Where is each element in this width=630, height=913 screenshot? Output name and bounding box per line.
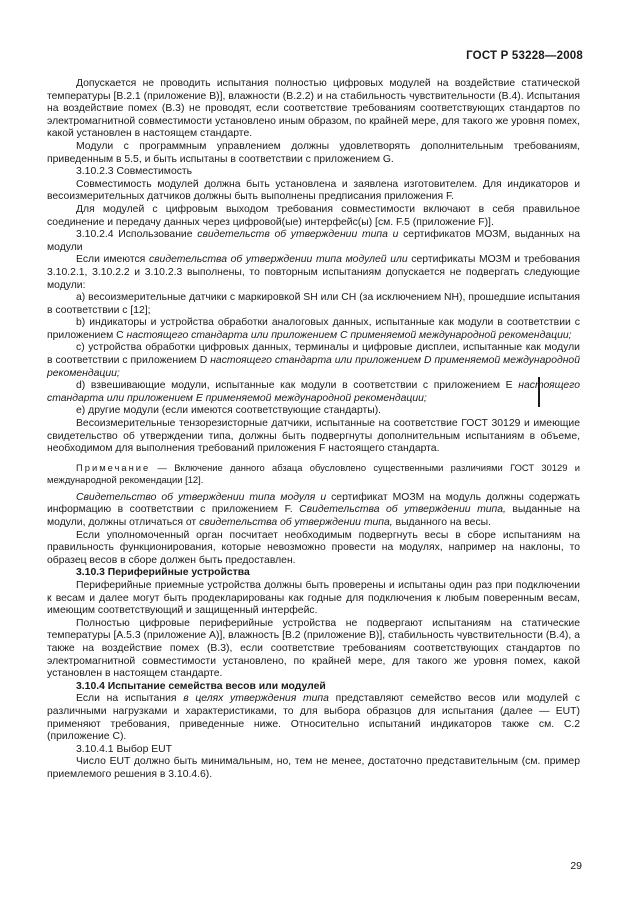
page-number: 29 — [570, 860, 582, 872]
text-run: d) взвешивающие модули, испытанные как модули в соответствии с приложением Е — [76, 380, 519, 392]
italic-run: Свидетельства об утверждении типа, — [299, 504, 506, 516]
italic-run: настоящего стандарта или приложением D применяемой международной рекомендации; — [47, 355, 580, 379]
subsection-heading — [47, 229, 580, 254]
note-text: — Включение данного абзаца обусловлено существенными различиями ГОСТ 30129 и международной рекомендации [12]. — [47, 461, 580, 485]
paragraph: Если уполномоченный орган посчитает необходимым подвергнуть весы в сборе испытаниям на правильность функционирования, которые невозможно провести на модулях, например на наклоны, то образец весов в сборе должен быть предоставлен. — [47, 529, 580, 566]
paragraph: Число EUT должно быть минимальным, но, тем не менее, достаточно представительным (см. пример приемлемого решения в 3.10.4.6). — [47, 756, 580, 780]
section-heading: 3.10.4 Испытание семейства весов или модулей — [76, 680, 326, 692]
italic-run: свидетельства об утверждении типа, — [199, 517, 393, 528]
paragraph: Модули с программным управлением должны удовлетворять дополнительным требованиям, приведенным в 5.5, и быть испытаны в соответствии с приложением G. — [47, 140, 580, 165]
italic-run: в целях утверждения типа — [183, 693, 329, 705]
list-item — [47, 380, 580, 405]
text-run: выданные на модули, должны отличаться от — [47, 504, 580, 528]
paragraph: Периферийные приемные устройства должны быть проверены и испытаны один раз при подключении к весам и далее могут быть продекларированы как годные для подключения к любым поверенным весам, имеющим соответствующий и защищенный интерфейс. — [47, 579, 580, 617]
italic-run: свидетельств об утверждении типа и — [197, 229, 399, 241]
list-item — [47, 342, 580, 380]
standard-header: ГОСТ Р 53228—2008 — [466, 50, 583, 62]
paragraph: Совместимость модулей должна быть установлена и заявлена изготовителем. Для индикаторов и весоизмерительных датчиков должны быть выполнены предписания приложения F. — [47, 178, 580, 203]
text-run: Если на испытания — [76, 693, 184, 705]
paragraph — [47, 492, 580, 530]
page-content — [47, 78, 580, 781]
paragraph — [47, 693, 580, 743]
italic-run: настоящего стандарта или приложением С применяемой международной рекомендации; — [126, 329, 572, 341]
text-run: сертификаты МОЗМ и требования 3.10.2.1, 3.10.2.2 и 3.10.2.3 выполнены, то повторным испытаниям допускается не подвергать следующие модули: — [47, 254, 581, 291]
text-run: с) устройства обработки цифровых данных, терминалы и цифровые дисплеи, испытанные как модули в соответствии с приложением D — [47, 342, 580, 367]
italic-run: свидетельства об утверждении типа модулей или — [148, 254, 408, 266]
paragraph: Весоизмерительные тензорезисторные датчики, испытанные на соответствие ГОСТ 30129 и имеющие свидетельство об утверждении типа, должны быть подвергнуты дополнительным испытаниям в объеме, необходимом для выполнения требований приложения F настоящего стандарта. — [47, 418, 580, 455]
paragraph — [47, 254, 580, 292]
list-item: е) другие модули (если имеются соответствующие стандарты). — [76, 405, 382, 417]
text-run: сертификатов МОЗМ, выданных на модули — [47, 229, 581, 253]
note-label: Примечание — [76, 461, 151, 473]
text-run: b) индикаторы и устройства обработки аналоговых данных, испытанные как модули в соответствии с приложением С — [47, 317, 580, 341]
text-run: сертификат МОЗМ на модуль должны содержать информацию в соответствии с приложением F. — [47, 491, 580, 516]
subsection-heading: 3.10.2.3 Совместимость — [76, 166, 193, 178]
section-heading: 3.10.3 Периферийные устройства — [76, 567, 250, 579]
text-run: выданного на весы. — [392, 517, 491, 528]
subsection-heading: 3.10.4.1 Выбор EUT — [76, 743, 173, 755]
italic-run: Свидетельство об утверждении типа модуля и — [76, 491, 327, 503]
paragraph: Для модулей с цифровым выходом требования совместимости включают в себя правильное соединение и передачу данных через цифровой(ые) интерфейс(ы) [см. F.5 (приложение F)]. — [47, 203, 580, 228]
italic-run: настоящего стандарта или приложением Е применяемой международной рекомендации; — [47, 380, 580, 404]
note — [47, 462, 580, 486]
paragraph: Полностью цифровые периферийные устройства не подвергают испытаниям на статические температуры [А.5.3 (приложение А)], влажность [В.2 (приложение В)], стабильность чувствительности (В.4), а также на воздействие помех (В.3), если соответствие требованиям соответствующих стандартов по электромагнитной совместимости установлено, по крайней мере, для такого же уровня помех, какой установлен в настоящем стандарте. — [47, 617, 580, 680]
list-item — [47, 317, 580, 342]
list-item: а) весоизмерительные датчики с маркировкой SH или CH (за исключением NH), прошедшие испытания в соответствии с [12]; — [47, 292, 580, 316]
text-run: Если имеются — [76, 254, 149, 266]
text-run: представляют семейство весов или модулей с различными нагрузками и характеристиками, то для выбора образцов для испытания (далее — EUT) применяют требования, приведенные ниже. Относительно испытаний индикаторов также см. С.2 (приложение С). — [47, 693, 580, 743]
paragraph: Допускается не проводить испытания полностью цифровых модулей на воздействие статической температуры [В.2.1 (приложение В)], влажности (В.2.2) и на стабильность чувствительности (В.4). Испытания на воздействие помех (В.3) не проводят, если соответствие требованиям соответствующих стандартов по электромагнитной совместимости установлено иным образом, по крайней мере, для такого же уровня помех, какой установлен в настоящем стандарте. — [47, 78, 580, 140]
text-run: 3.10.2.4 Использование — [76, 229, 198, 241]
